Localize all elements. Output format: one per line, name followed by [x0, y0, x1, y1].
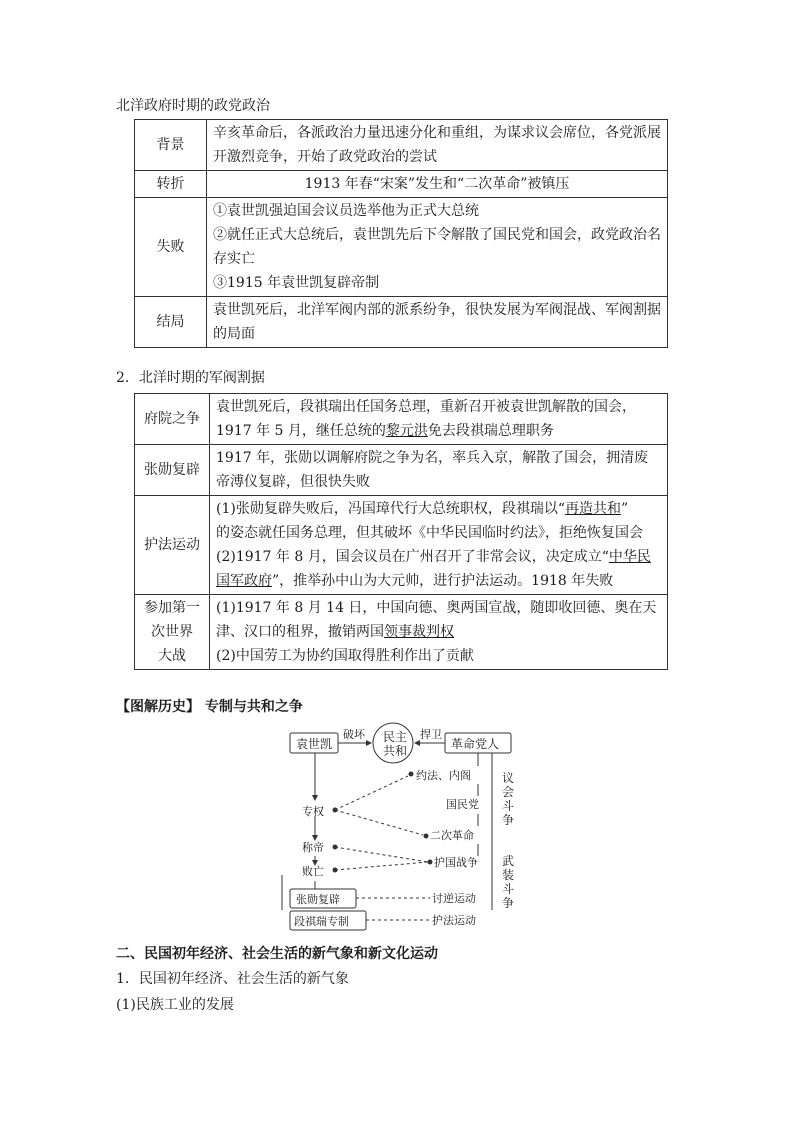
cell-line [216, 545, 661, 569]
label-yihui-char: 会 [502, 785, 515, 799]
autocracy-vs-republic-diagram [280, 720, 530, 935]
label-wuzhuang-char: 装 [502, 868, 515, 882]
warlord-table [134, 393, 668, 670]
node-yuefa: 约法、内阁 [416, 769, 471, 782]
node-duan: 段祺瑞专制 [294, 915, 349, 928]
node-republic-l2: 共和 [383, 744, 408, 758]
node-republic-l1: 民主 [383, 730, 408, 744]
row-content [210, 496, 668, 595]
row-key: 背景 [135, 120, 207, 171]
label-yihui-char: 争 [502, 813, 515, 827]
row-content [207, 171, 668, 198]
heading-tag: 【图解历史】 [116, 699, 200, 715]
section-title-new-culture: 二、民国初年经济、社会生活的新气象和新文化运动 [116, 946, 438, 962]
subsection-title: 1．民国初年经济、社会生活的新气象 [116, 971, 349, 987]
key-line: 次世界 [151, 624, 193, 640]
cell-line: 存实亡 [213, 251, 255, 267]
row-key: 失败 [135, 198, 207, 297]
heading-title: 专制与共和之争 [204, 699, 303, 715]
row-content [207, 297, 668, 348]
cell-line: 1913 年春“宋案”发生和“二次革命”被镇压 [304, 176, 570, 192]
node-baiwang: 败亡 [302, 865, 324, 878]
table-row [135, 496, 668, 595]
cell-line: 的局面 [213, 326, 255, 342]
label-yihui-char: 斗 [502, 799, 515, 813]
cell-line [216, 569, 661, 593]
table-row [135, 171, 668, 198]
key-line: 参加第一 [144, 600, 200, 616]
cell-line: ②就任正式大总统后，袁世凯先后下令解散了国民党和国会，政党政治名 [213, 227, 661, 243]
cell-line: 帝溥仪复辟，但很快失败 [216, 474, 370, 490]
cell-line [216, 497, 661, 521]
diagram-heading [116, 696, 303, 718]
text-span: 免去段祺瑞总理职务 [427, 423, 554, 439]
node-chengdi: 称帝 [302, 841, 324, 854]
underlined-term: 国军政府 [216, 573, 272, 589]
row-content [207, 198, 668, 297]
key-line: 大战 [158, 648, 186, 664]
label-wuzhuang-char: 斗 [502, 882, 515, 896]
row-key: 府院之争 [135, 394, 210, 445]
label-wuzhuang-char: 武 [502, 854, 515, 868]
cell-line: ①袁世凯强迫国会议员选举他为正式大总统 [213, 203, 479, 219]
node-guomindang: 国民党 [446, 798, 479, 811]
table-row [135, 394, 668, 445]
text-span: 津、汉口的租界，撤销两国 [216, 624, 384, 640]
underlined-term: 黎元洪 [385, 423, 428, 439]
cell-line: 开激烈竞争，开始了政党政治的尝试 [213, 149, 437, 165]
text-span: ” [621, 501, 629, 517]
underlined-term: 中华民 [608, 549, 651, 565]
cell-line: (1)1917 年 8 月 14 日，中国向德、奥两国宣战，随即收回德、奥在天 [216, 600, 657, 616]
row-content [210, 595, 668, 670]
cell-line: ③1915 年袁世凯复辟帝制 [213, 275, 380, 291]
underlined-term: 再造共和 [565, 501, 621, 517]
row-key: 结局 [135, 297, 207, 348]
table-row [135, 297, 668, 348]
node-zhangxun: 张勋复辟 [296, 893, 340, 906]
cell-line: 袁世凯死后，段祺瑞出任国务总理，重新召开被袁世凯解散的国会， [216, 399, 636, 415]
section-title-warlords: 2．北洋时期的军阀割据 [116, 370, 265, 386]
node-revolutionaries: 革命党人 [451, 737, 500, 751]
row-key: 转折 [135, 171, 207, 198]
cell-line: (2)中国劳工为协约国取得胜利作出了贡献 [216, 648, 474, 664]
cell-line: 袁世凯死后，北洋军阀内部的派系纷争，很快发展为军阀混战、军阀割据 [213, 302, 661, 318]
node-huguo: 护国战争 [434, 856, 478, 869]
party-politics-table [134, 119, 668, 348]
node-hufa: 护法运动 [432, 914, 476, 927]
node-erci: 二次革命 [430, 829, 474, 842]
row-key [135, 595, 210, 670]
label-pohuai: 破坏 [343, 728, 365, 741]
row-content [210, 394, 668, 445]
table-row [135, 198, 668, 297]
label-wuzhuang-char: 争 [502, 896, 515, 910]
subsection-title: (1)民族工业的发展 [116, 997, 234, 1013]
table-row [135, 120, 668, 171]
row-key: 张勋复辟 [135, 445, 210, 496]
text-span: 1917 年 5 月，继任总统的 [216, 423, 386, 439]
label-hanwei: 捍卫 [420, 728, 442, 741]
row-key: 护法运动 [135, 496, 210, 595]
row-content [207, 120, 668, 171]
node-taoni: 讨逆运动 [432, 892, 476, 905]
cell-line [216, 620, 661, 644]
text-span: ”，推举孙中山为大元帅，进行护法运动。1918 年失败 [272, 573, 614, 589]
cell-line [216, 419, 661, 443]
cell-line: 的姿态就任国务总理，但其破坏《中华民国临时约法》，拒绝恢复国会 [216, 525, 643, 541]
section-title-party-politics: 北洋政府时期的政党政治 [116, 98, 270, 114]
node-zhuanquan: 专权 [302, 805, 324, 818]
cell-line: 辛亥革命后，各派政治力量迅速分化和重组，为谋求议会席位，各党派展 [213, 125, 661, 141]
label-yihui-char: 议 [502, 771, 515, 785]
cell-line: 1917 年，张勋以调解府院之争为名，率兵入京，解散了国会，拥清废 [216, 450, 649, 466]
text-span: (1)张勋复辟失败后，冯国璋代行大总统职权，段祺瑞以“ [216, 501, 565, 517]
table-row [135, 595, 668, 670]
row-content [210, 445, 668, 496]
table-row [135, 445, 668, 496]
text-span: (2)1917 年 8 月，国会议员在广州召开了非常会议，决定成立“ [216, 549, 609, 565]
underlined-term: 领事裁判权 [384, 624, 454, 640]
node-yuan: 袁世凯 [296, 737, 333, 751]
